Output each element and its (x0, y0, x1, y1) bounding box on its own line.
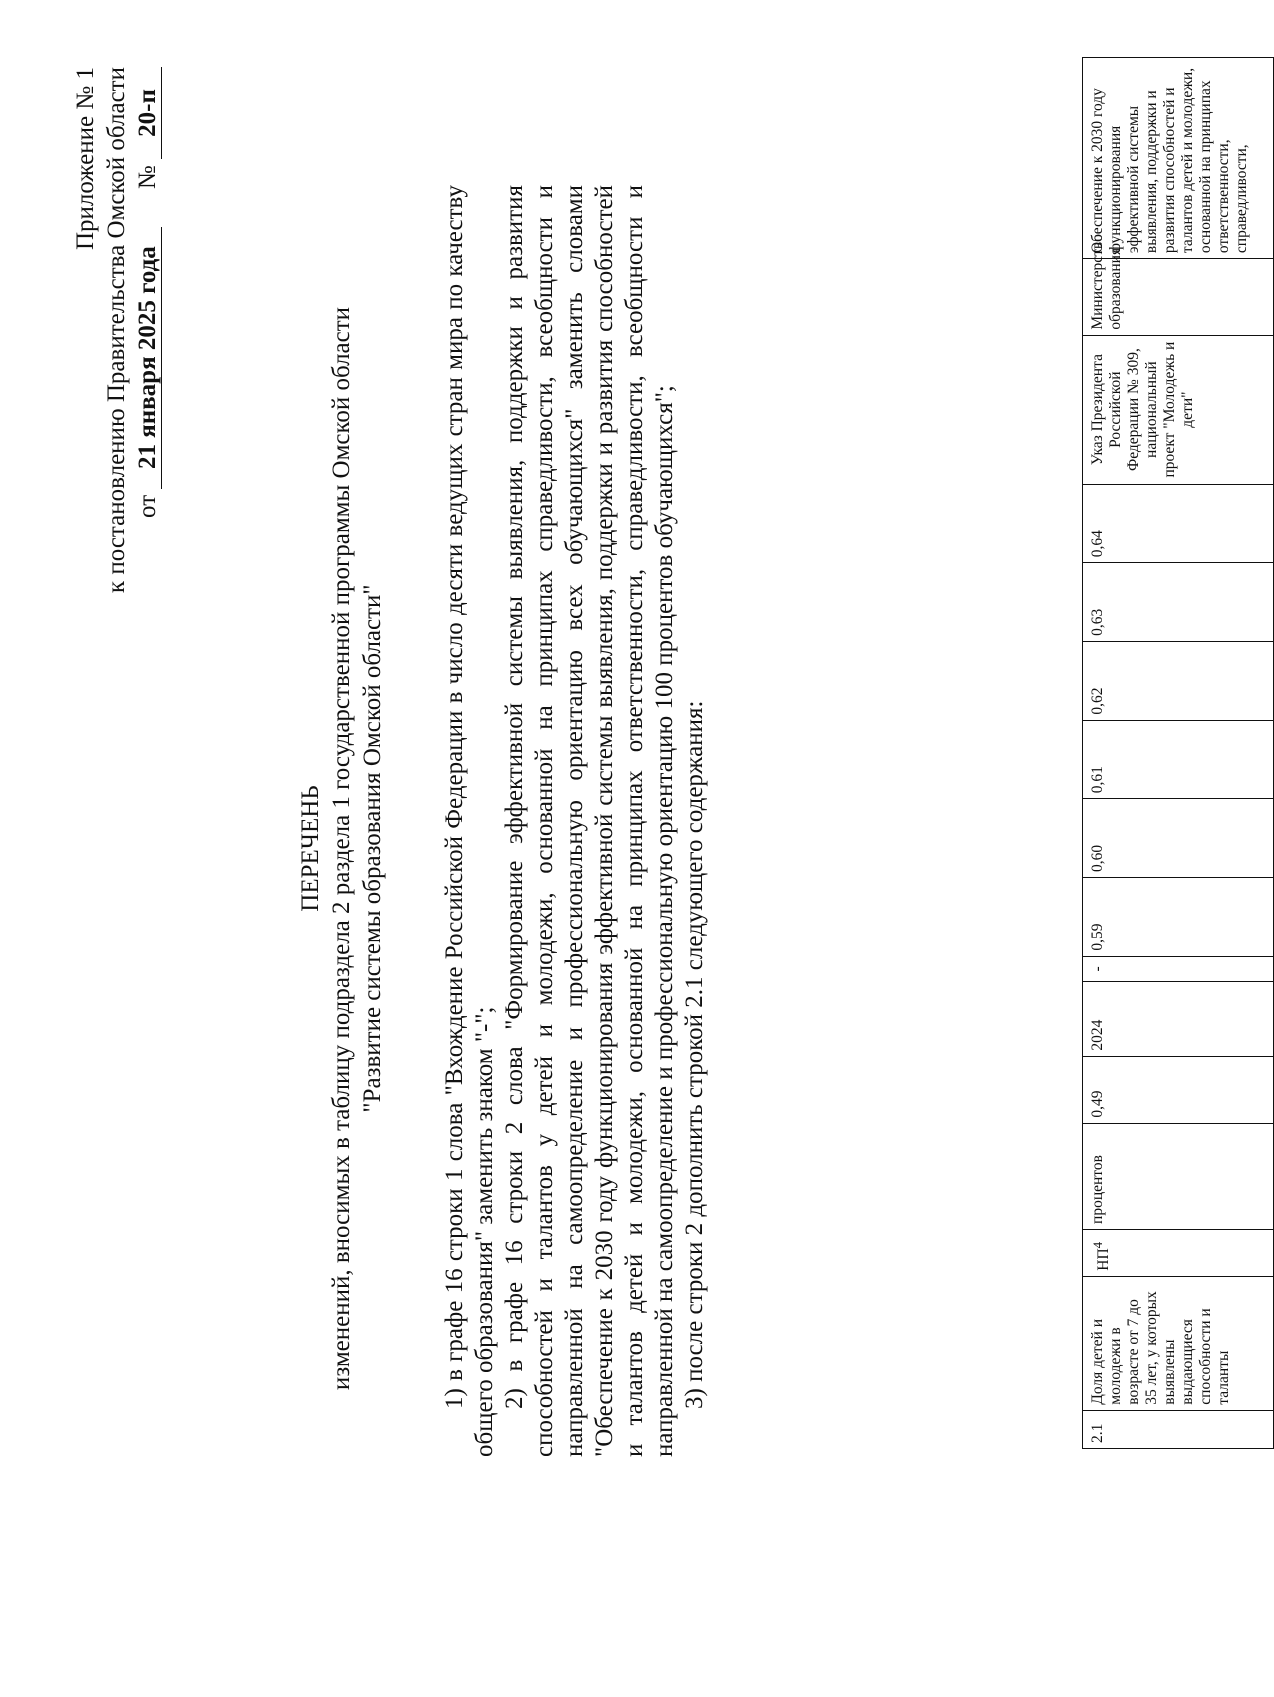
cell-responsible: Министерство образования (1083, 259, 1274, 336)
cell-document: Указ Президента Российской Федерации № 309, национальный проект "Молодежь и дети" (1083, 335, 1274, 484)
number-label: № (134, 165, 161, 190)
cell-value-2026: 0,59 (1083, 877, 1274, 956)
paragraph-1: 1) в графе 16 строки 1 слова "Вхождение Российской Федерации в число десяти ведущих стран мира по качеству общего образования" заменить знаком "-"; (441, 185, 498, 1457)
annex-subtitle: к постановлению Правительства Омской области (103, 67, 130, 594)
from-label: от (134, 494, 161, 518)
title-heading: ПЕРЕЧЕНЬ (297, 785, 324, 912)
indicator-table (1082, 57, 1274, 1449)
title-line-2: "Развитие системы образования Омской области" (359, 584, 386, 1113)
cell-indicator-type: $НП^4$ (1083, 1229, 1274, 1276)
cell-value-2031: 0,64 (1083, 484, 1274, 563)
decree-number: 20-п (135, 67, 162, 159)
cell-base-year: 2024 (1083, 982, 1274, 1056)
annex-title: Приложение № 1 (72, 67, 99, 251)
cell-base-value: 0,49 (1083, 1056, 1274, 1123)
cell-value-2025: - (1083, 956, 1274, 982)
cell-goal: Обеспечение к 2030 году функционирования эффективной системы выявления, поддержки и развития способностей и талантов детей и молодежи, основанной на принципах ответственности, справедливости, (1083, 58, 1274, 259)
document-title (295, 0, 388, 1697)
cell-number: 2.1 (1083, 1410, 1274, 1448)
cell-value-2029: 0,62 (1083, 641, 1274, 720)
cell-unit: процентов (1083, 1123, 1274, 1229)
cell-value-2027: 0,60 (1083, 799, 1274, 878)
paragraph-3: 3) после строки 2 дополнить строкой 2.1 следующего содержания: (681, 700, 708, 1409)
document-body (440, 185, 710, 1457)
cell-value-2028: 0,61 (1083, 720, 1274, 799)
title-line-1: изменений, вносимых в таблицу подраздела 2 раздела 1 государственной программы Омской области (328, 306, 355, 1391)
annex-header (70, 67, 163, 667)
paragraph-2: 2) в графе 16 строки 2 слова "Формирование эффективной системы выявления, поддержки и развития способностей и талантов у детей и молодежи, основанной на принципах справедливости, всеобщности и направленной на самоопределение и профессиональную ориентацию всех обучающихся" заменить словами "Обеспечение к 2030 году функционирования эффективной системы выявления, поддержки и развития способностей и талантов детей и молодежи, основанной на принципах ответственности, справедливости, всеобщности и направленной на самоопределение и профессиональную ориентацию 100 процентов обучающихся"; (501, 185, 678, 1457)
table-row (1083, 58, 1274, 1449)
cell-value-2030: 0,63 (1083, 563, 1274, 642)
annex-date-row (132, 67, 163, 667)
decree-date: 21 января 2025 года (135, 227, 162, 489)
cell-indicator-name: Доля детей и молодежи в возрасте от 7 до 35 лет, у которых выявлены выдающиеся способности и таланты (1083, 1276, 1274, 1410)
